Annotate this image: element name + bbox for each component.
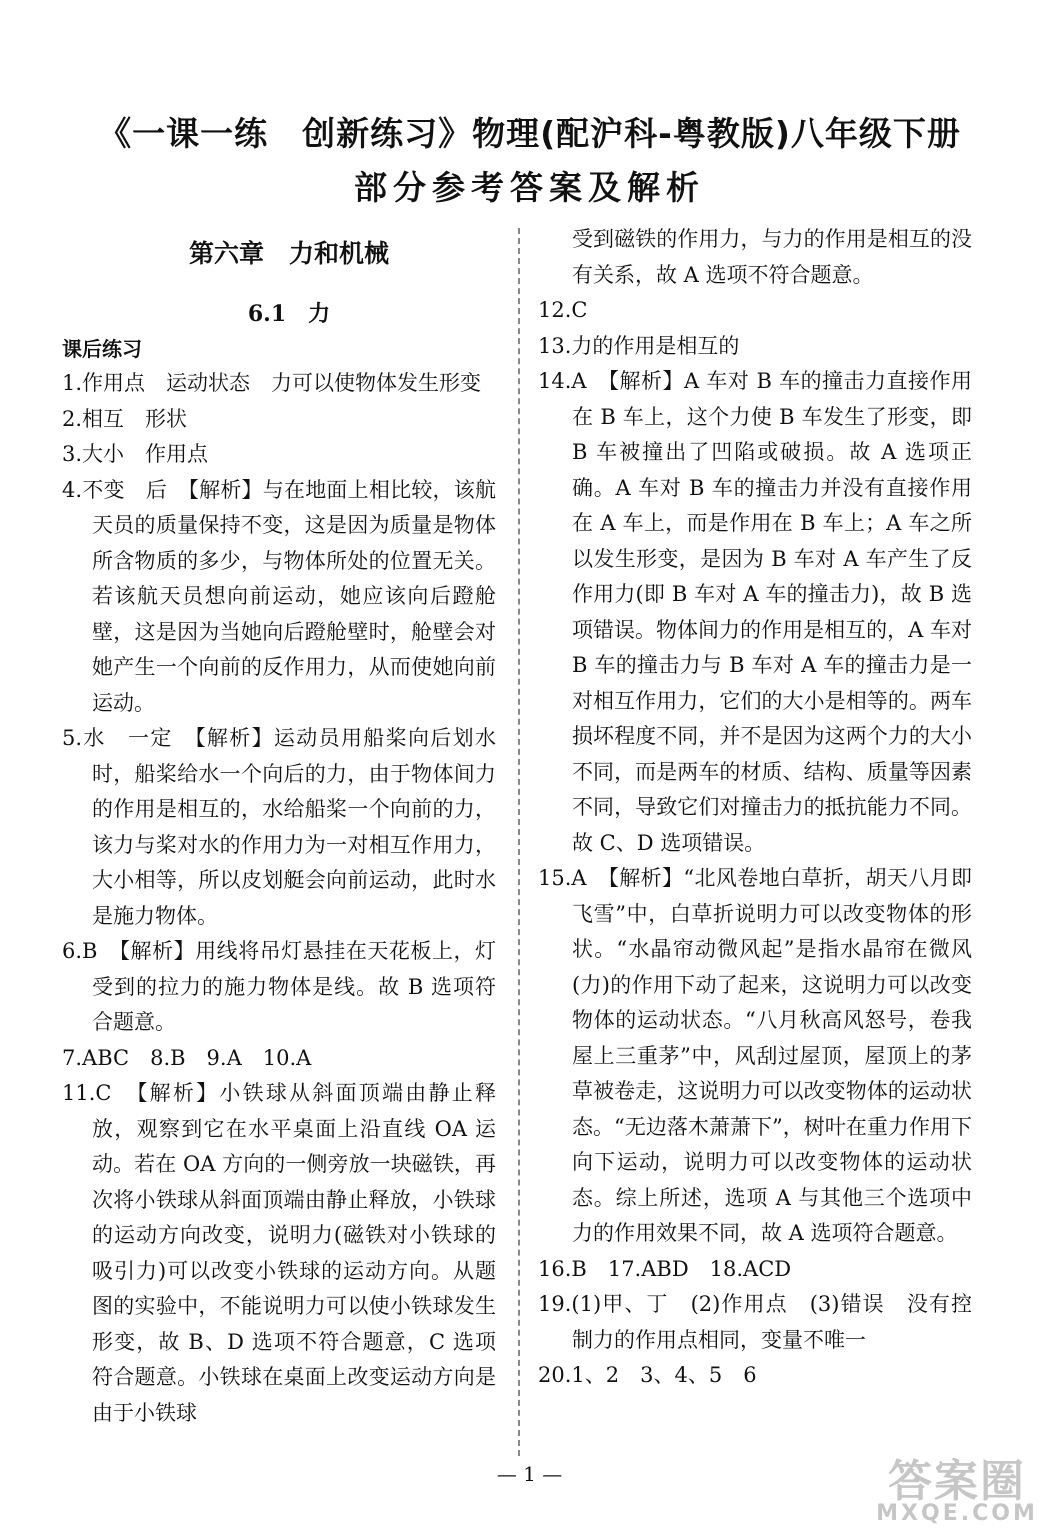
right-column [538,222,972,1394]
section-heading: 6.1 力 [247,301,331,327]
watermark-logo [862,1445,1052,1535]
answer-item: 13.力的作用是相互的 [538,333,740,358]
watermark-text: 答案圈 [888,1456,1026,1507]
page-title: 《一课一练 创新练习》物理(配沪科-粤教版)八年级下册 [98,114,961,153]
column-divider [518,228,520,1456]
answer-item: 7.ABC 8.B 9.A 10.A [62,1045,312,1070]
page-subtitle: 部分参考答案及解析 [354,168,705,207]
watermark-domain: MXQE.COM [876,1501,1038,1526]
answer-item: 19.(1)甲、丁 (2)作用点 (3)错误 没有控制力的作用点相同，变量不唯一 [538,1292,972,1352]
answer-item: 14.A 【解析】A 车对 B 车的撞击力直接作用在 B 车上，这个力使 B 车发生了形变，即 B 车被撞出了凹陷或破损。故 A 选项正确。A 车对 B 车的撞击力并没有直接作用在 A 车上，而是作用在 B 车上；A 车之所以发生形变，是因为 B 车对 A 车产生了反作用力(即 B 车对 A 车的撞击力)，故 B 选项错误。物体间力的作用是相互的，A 车对 B 车的撞击力与 B 车对 A 车的撞击力是一对相互作用力，它们的大小是相等的。两车损坏程度不同，并不是因为这两个力的大小不同，而是两车的材质、结构、质量等因素不同，导致它们对撞击力的抵抗能力不同。故 C、D 选项错误。 [538,369,972,855]
chapter-heading: 第六章 力和机械 [188,239,389,268]
left-column [62,234,496,1431]
answer-item: 3.大小 作用点 [62,442,209,466]
answer-item: 1.作用点 运动状态 力可以使物体发生形变 [62,371,482,395]
page-number: — 1 — [496,1462,563,1486]
answer-item: 20.1、2 3、4、5 6 [538,1363,757,1387]
answer-item: 12.C [538,298,588,322]
answer-item: 5.水 一定 【解析】运动员用船桨向后划水时，船桨给水一个向后的力，由于物体间力的作用是相互的，水给船桨一个向前的力，该力与桨对水的作用力为一对相互作用力，大小相等，所以皮划艇会向前运动，此时水是施力物体。 [62,726,496,928]
answer-item: 15.A 【解析】“北风卷地白草折，胡天八月即飞雪”中，白草折说明力可以改变物体的形状。“水晶帘动微风起”是指水晶帘在微风(力)的作用下动了起来，这说明力可以改变物体的运动状态。“八月秋高风怒号，卷我屋上三重茅”中，风刮过屋顶，屋顶上的茅草被卷走，这说明力可以改变物体的运动状态。“无边落木萧萧下”，树叶在重力作用下向下运动，说明力可以改变物体的运动状态。综上所述，选项 A 与其他三个选项中力的作用效果不同，故 A 选项符合题意。 [538,866,972,1245]
exercise-heading: 课后练习 [62,337,142,361]
answer-item: 16.B 17.ABD 18.ACD [538,1256,792,1281]
answer-item: 2.相互 形状 [62,406,188,431]
answer-item: 6.B 【解析】用线将吊灯悬挂在天花板上，灯受到的拉力的施力物体是线。故 B 选项符合题意。 [62,939,496,1034]
answer-item: 4.不变 后 【解析】与在地面上相比较，该航天员的质量保持不变，这是因为质量是物体所含物质的多少，与物体所处的位置无关。若该航天员想向前运动，她应该向后蹬舱壁，这是因为当她向后蹬舱壁时，舱壁会对她产生一个向前的反作用力，从而使她向前运动。 [62,477,496,715]
answer-continuation: 受到磁铁的作用力，与力的作用是相互的没有关系，故 A 选项不符合题意。 [572,227,972,287]
answer-item: 11.C 【解析】小铁球从斜面顶端由静止释放，观察到它在水平桌面上沿直线 OA 运动。若在 OA 方向的一侧旁放一块磁铁，再次将小铁球从斜面顶端由静止释放，小铁球的运动方向改变，说明力(磁铁对小铁球的吸引力)可以改变小铁球的运动方向。从题图的实验中，不能说明力可以使小铁球发生形变，故 B、D 选项不符合题意，C 选项符合题意。小铁球在桌面上改变运动方向是由于小铁球 [62,1081,496,1425]
